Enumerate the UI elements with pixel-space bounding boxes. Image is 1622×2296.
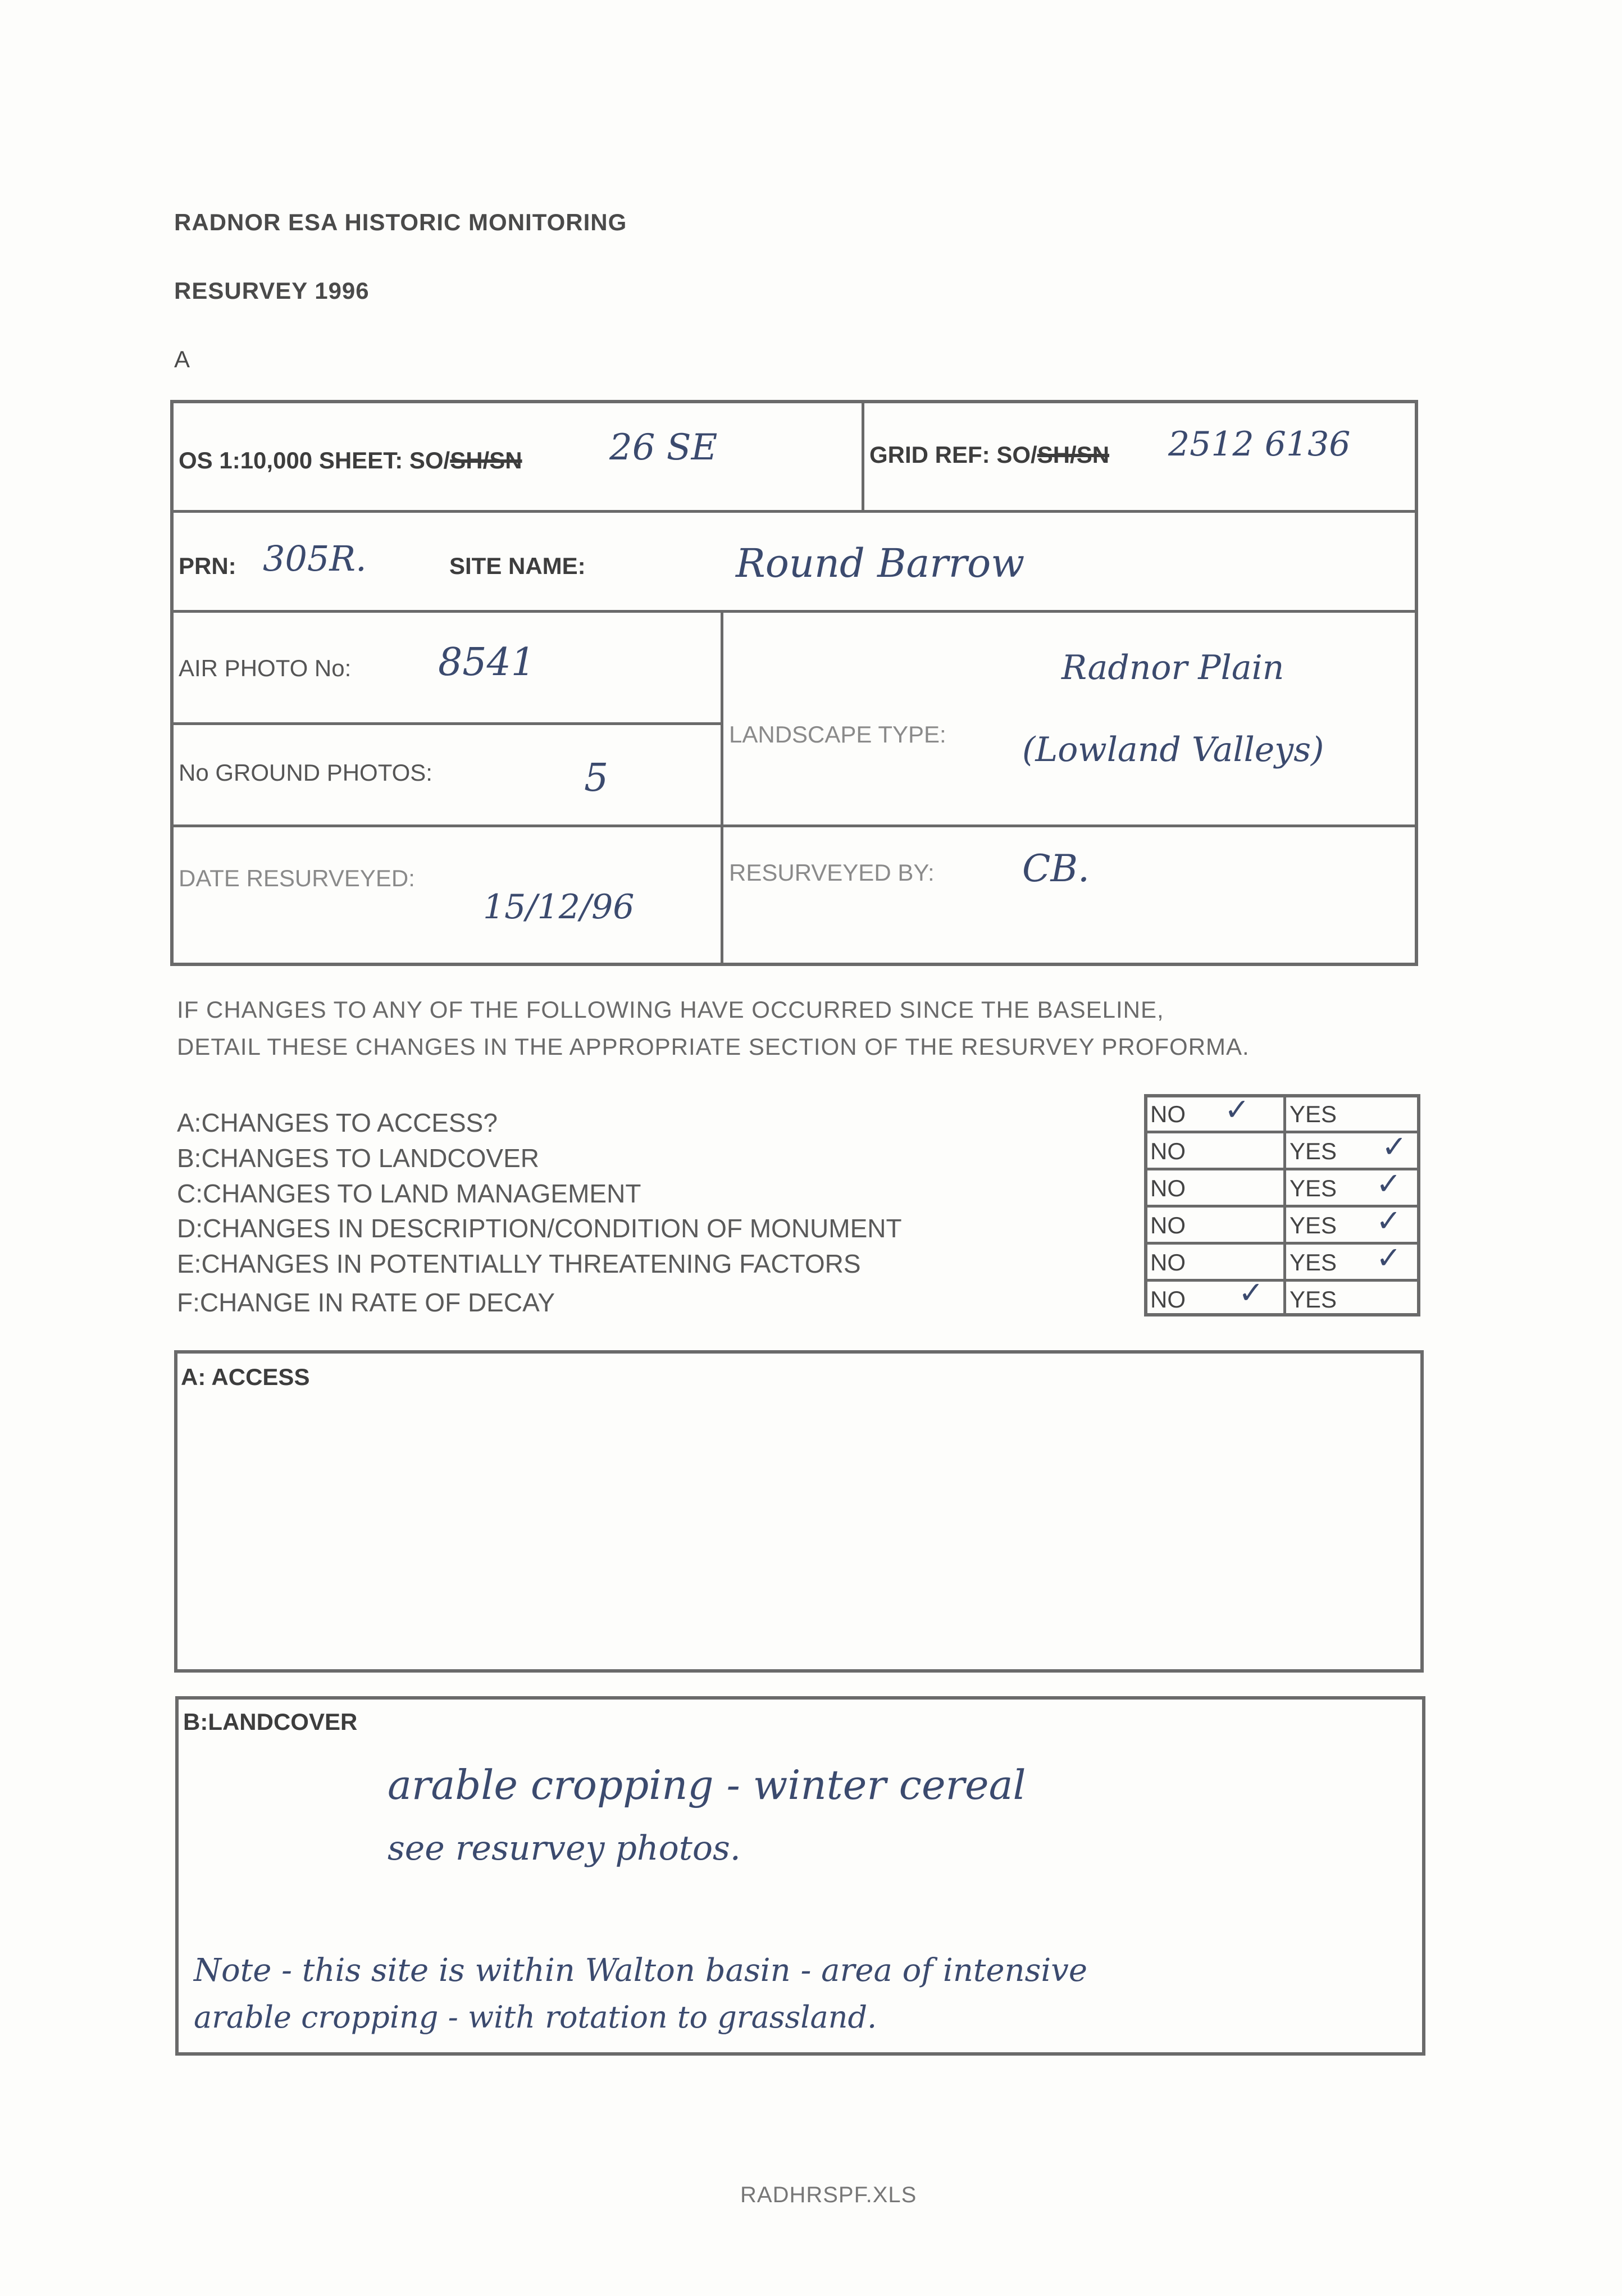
landcover-note-line1: Note - this site is within Walton basin - area of intensive [194, 1952, 1088, 1989]
change-threatening-factors-label: E:CHANGES IN POTENTIALLY THREATENING FACTORS [177, 1249, 861, 1278]
yes-cell[interactable]: YES [1290, 1138, 1337, 1164]
yes-cell[interactable]: YES [1290, 1175, 1337, 1201]
checkmark-icon: ✓ [1376, 1203, 1402, 1238]
checkmark-icon: ✓ [1238, 1275, 1264, 1310]
grid-ref-struck: SH/SN [1037, 441, 1110, 468]
resurveyed-by-label: RESURVEYED BY: [729, 859, 935, 886]
footer-filename: RADHRSPF.XLS [740, 2183, 917, 2207]
instruction-line2: DETAIL THESE CHANGES IN THE APPROPRIATE SECTION OF THE RESURVEY PROFORMA. [177, 1033, 1250, 1060]
os-sheet-struck: SH/SN [450, 447, 522, 473]
form-title: RADNOR ESA HISTORIC MONITORING [174, 209, 627, 235]
ground-photos-label: No GROUND PHOTOS: [179, 759, 432, 786]
divider [170, 510, 1418, 513]
site-name-label: SITE NAME: [449, 553, 586, 579]
change-land-management-label: C:CHANGES TO LAND MANAGEMENT [177, 1179, 641, 1208]
resurveyed-by-value: CB. [1022, 847, 1090, 890]
instruction-line1: IF CHANGES TO ANY OF THE FOLLOWING HAVE OCCURRED SINCE THE BASELINE, [177, 996, 1164, 1023]
divider [170, 824, 1418, 827]
landscape-value-line2: (Lowland Valleys) [1022, 730, 1324, 769]
landscape-type-label: LANDSCAPE TYPE: [729, 721, 946, 748]
divider [170, 610, 1418, 613]
access-section-title: A: ACCESS [181, 1364, 310, 1390]
form-code: A [174, 346, 191, 372]
divider [1144, 1279, 1420, 1282]
change-access-label: A:CHANGES TO ACCESS? [177, 1108, 498, 1137]
landcover-text-line2: see resurvey photos. [388, 1829, 741, 1868]
access-section [174, 1350, 1424, 1673]
no-cell[interactable]: NO [1150, 1286, 1186, 1313]
no-cell[interactable]: NO [1150, 1101, 1186, 1127]
checkmark-icon: ✓ [1376, 1240, 1402, 1275]
divider [170, 722, 722, 725]
checkmark-icon: ✓ [1224, 1092, 1250, 1127]
divider [721, 610, 723, 966]
grid-ref-value: 2512 6136 [1168, 425, 1351, 464]
yes-cell[interactable]: YES [1290, 1212, 1337, 1238]
os-sheet-value: 26 SE [609, 427, 718, 468]
no-cell[interactable]: NO [1150, 1249, 1186, 1275]
change-rate-of-decay-label: F:CHANGE IN RATE OF DECAY [177, 1288, 555, 1317]
air-photo-label: AIR PHOTO No: [179, 655, 352, 681]
checkmark-icon: ✓ [1376, 1166, 1402, 1201]
change-description-label: D:CHANGES IN DESCRIPTION/CONDITION OF MONUMENT [177, 1214, 902, 1243]
divider [862, 400, 864, 510]
no-cell[interactable]: NO [1150, 1138, 1186, 1164]
prn-label: PRN: [179, 553, 236, 579]
date-resurveyed-value: 15/12/96 [483, 887, 635, 927]
os-sheet-label: OS 1:10,000 SHEET: SO/SH/SN [179, 447, 522, 473]
no-cell[interactable]: NO [1150, 1175, 1186, 1201]
yes-cell[interactable]: YES [1290, 1286, 1337, 1313]
site-name-value: Round Barrow [736, 540, 1025, 586]
date-resurveyed-label: DATE RESURVEYED: [179, 865, 415, 891]
change-landcover-label: B:CHANGES TO LANDCOVER [177, 1144, 540, 1173]
prn-value: 305R. [263, 538, 367, 579]
yes-cell[interactable]: YES [1290, 1101, 1337, 1127]
checkmark-icon: ✓ [1382, 1129, 1407, 1164]
landcover-section-title: B:LANDCOVER [183, 1709, 358, 1735]
air-photo-value: 8541 [438, 640, 536, 685]
landcover-note-line2: arable cropping - with rotation to grassland. [194, 1999, 877, 2035]
divider [1144, 1131, 1420, 1133]
ground-photos-value: 5 [584, 756, 609, 800]
no-cell[interactable]: NO [1150, 1212, 1186, 1238]
landcover-text-line1: arable cropping - winter cereal [388, 1761, 1026, 1808]
landscape-value-line1: Radnor Plain [1061, 648, 1284, 687]
form-subtitle: RESURVEY 1996 [174, 277, 370, 304]
yes-cell[interactable]: YES [1290, 1249, 1337, 1275]
grid-ref-label: GRID REF: SO/SH/SN [869, 441, 1110, 468]
